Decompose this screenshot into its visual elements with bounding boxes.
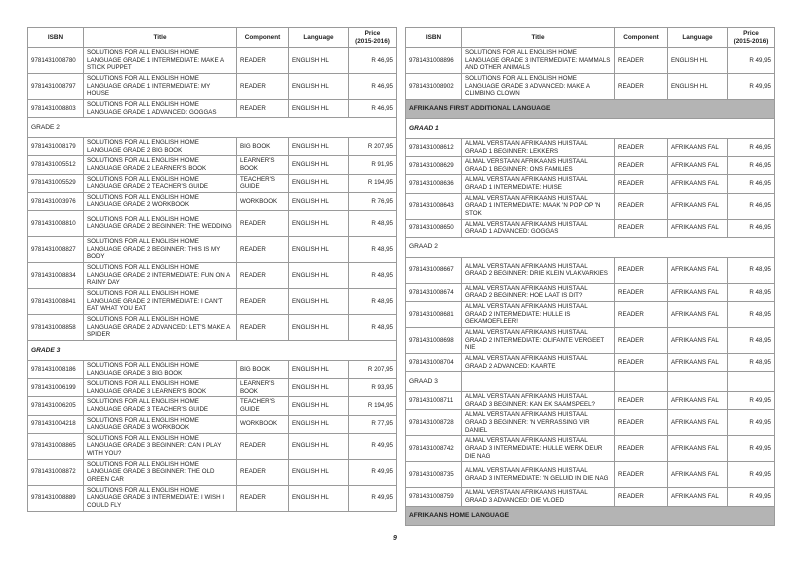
isbn-cell: 9781431008742 (406, 436, 462, 462)
table-row (28, 262, 397, 288)
component-cell: READER (237, 433, 289, 459)
isbn-cell: 9781431008865 (28, 433, 84, 459)
title-cell: ALMAL VERSTAAN AFRIKAANS HUISTAAL GRAAD 1 BEGINNER: ONS FAMILIES (462, 157, 615, 175)
isbn-cell: 9781431008759 (406, 488, 462, 506)
title-cell: ALMAL VERSTAAN AFRIKAANS HUISTAAL GRAAD 2 INTERMEDIATE: HULLE IS GEKAMOEFLEER! (462, 301, 615, 327)
price-cell: R 91,95 (349, 156, 397, 174)
price-cell: R 48,95 (349, 314, 397, 340)
component-cell: READER (237, 288, 289, 314)
price-cell: R 48,95 (728, 257, 775, 283)
component-cell: READER (615, 410, 668, 436)
language-cell: AFRIKAANS FAL (668, 392, 728, 410)
language-cell: AFRIKAANS FAL (668, 219, 728, 237)
component-cell: READER (237, 100, 289, 118)
table-row (28, 314, 397, 340)
title-header: Title (462, 28, 615, 48)
component-cell: READER (615, 74, 668, 100)
table-row (28, 397, 397, 415)
table-row (406, 392, 775, 410)
title-cell: ALMAL VERSTAAN AFRIKAANS HUISTAAL GRAAD 1 ADVANCED: GOGGAS (462, 219, 615, 237)
language-cell: AFRIKAANS FAL (668, 257, 728, 283)
language-cell: AFRIKAANS FAL (668, 193, 728, 219)
title-cell: ALMAL VERSTAAN AFRIKAANS HUISTAAL GRAAD 3 INTERMEDIATE: HULLE WERK DEUR DIE NAG (462, 436, 615, 462)
isbn-cell: 9781431008629 (406, 157, 462, 175)
language-cell: ENGLISH HL (289, 415, 349, 433)
table-row (28, 379, 397, 397)
title-cell: SOLUTIONS FOR ALL ENGLISH HOME LANGUAGE GRADE 3 BEGINNER: CAN I PLAY WITH YOU? (84, 433, 237, 459)
grade-row (406, 237, 775, 257)
language-cell: AFRIKAANS FAL (668, 139, 728, 157)
language-cell: AFRIKAANS FAL (668, 436, 728, 462)
title-cell: SOLUTIONS FOR ALL ENGLISH HOME LANGUAGE GRADE 2 INTERMEDIATE: FUN ON A RAINY DAY (84, 262, 237, 288)
isbn-cell: 9781431008780 (28, 48, 84, 74)
price-cell: R 46,95 (728, 219, 775, 237)
isbn-cell: 9781431006199 (28, 379, 84, 397)
table-row (28, 485, 397, 511)
component-cell: READER (237, 236, 289, 262)
isbn-cell: 9781431008704 (406, 353, 462, 371)
price-cell: R 48,95 (728, 353, 775, 371)
grade-row (406, 372, 775, 392)
language-cell: AFRIKAANS FAL (668, 301, 728, 327)
isbn-cell: 9781431005529 (28, 174, 84, 192)
language-cell: ENGLISH HL (289, 236, 349, 262)
isbn-cell: 9781431008803 (28, 100, 84, 118)
empty-cell (668, 372, 728, 392)
price-cell: R 46,95 (349, 100, 397, 118)
component-cell: READER (615, 219, 668, 237)
price-cell: R 46,95 (728, 193, 775, 219)
isbn-cell: 9781431003976 (28, 192, 84, 210)
price-cell: R 48,95 (728, 301, 775, 327)
table-row (406, 175, 775, 193)
component-cell: READER (237, 210, 289, 236)
price-cell: R 49,95 (349, 459, 397, 485)
price-cell: R 46,95 (728, 157, 775, 175)
table-row (28, 433, 397, 459)
grade-row (28, 118, 397, 138)
title-cell: SOLUTIONS FOR ALL ENGLISH HOME LANGUAGE GRADE 3 ADVANCED: MAKE A CLIMBING CLOWN (462, 74, 615, 100)
table-row (28, 156, 397, 174)
table-row (406, 157, 775, 175)
price-cell: R 48,95 (728, 327, 775, 353)
price-cell: R 48,95 (349, 262, 397, 288)
component-cell: LEARNER'S BOOK (237, 379, 289, 397)
title-cell: SOLUTIONS FOR ALL ENGLISH HOME LANGUAGE GRADE 2 ADVANCED: LET'S MAKE A SPIDER (84, 314, 237, 340)
price-header (349, 28, 397, 48)
section-row (406, 100, 775, 119)
language-cell: ENGLISH HL (289, 262, 349, 288)
language-cell: ENGLISH HL (668, 48, 728, 74)
isbn-cell: 9781431008698 (406, 327, 462, 353)
left-price-table (27, 27, 397, 512)
isbn-cell: 9781431006205 (28, 397, 84, 415)
price-cell: R 48,95 (728, 283, 775, 301)
isbn-cell: 9781431008858 (28, 314, 84, 340)
language-cell: ENGLISH HL (289, 459, 349, 485)
component-cell: READER (237, 74, 289, 100)
component-cell: READER (615, 436, 668, 462)
component-header: Component (237, 28, 289, 48)
component-cell: WORKBOOK (237, 415, 289, 433)
price-header (728, 28, 775, 48)
title-cell: SOLUTIONS FOR ALL ENGLISH HOME LANGUAGE GRADE 2 BEGINNER: THE WEDDING (84, 210, 237, 236)
isbn-cell: 9781431008834 (28, 262, 84, 288)
language-cell: ENGLISH HL (289, 100, 349, 118)
component-cell: READER (237, 314, 289, 340)
component-cell: READER (615, 327, 668, 353)
isbn-cell: 9781431008674 (406, 283, 462, 301)
title-cell: SOLUTIONS FOR ALL ENGLISH HOME LANGUAGE GRADE 1 INTERMEDIATE: MY HOUSE (84, 74, 237, 100)
language-cell: AFRIKAANS FAL (668, 175, 728, 193)
isbn-cell: 9781431008681 (406, 301, 462, 327)
grade-row (28, 340, 397, 360)
title-cell: ALMAL VERSTAAN AFRIKAANS HUISTAAL GRAAD 1 BEGINNER: LEKKERS (462, 139, 615, 157)
title-cell: SOLUTIONS FOR ALL ENGLISH HOME LANGUAGE GRADE 2 BIG BOOK (84, 138, 237, 156)
language-cell: AFRIKAANS FAL (668, 327, 728, 353)
language-header: Language (289, 28, 349, 48)
title-cell: SOLUTIONS FOR ALL ENGLISH HOME LANGUAGE GRADE 3 TEACHER'S GUIDE (84, 397, 237, 415)
table-row (28, 210, 397, 236)
isbn-cell: 9781431008636 (406, 175, 462, 193)
price-header-line2: (2015-2016) (733, 37, 769, 45)
table-row (28, 74, 397, 100)
page-number: 9 (393, 535, 397, 542)
title-header: Title (84, 28, 237, 48)
grade-label: GRAAD 2 (406, 237, 775, 257)
price-cell: R 49,95 (728, 410, 775, 436)
price-cell: R 207,95 (349, 360, 397, 378)
component-cell: READER (615, 257, 668, 283)
title-cell: SOLUTIONS FOR ALL ENGLISH HOME LANGUAGE GRADE 3 BEGINNER: THE OLD GREEN CAR (84, 459, 237, 485)
title-cell: SOLUTIONS FOR ALL ENGLISH HOME LANGUAGE GRADE 3 INTERMEDIATE: MAMMALS AND OTHER ANIMALS (462, 48, 615, 74)
title-cell: SOLUTIONS FOR ALL ENGLISH HOME LANGUAGE GRADE 2 WORKBOOK (84, 192, 237, 210)
price-cell: R 49,95 (728, 392, 775, 410)
component-cell: TEACHER'S GUIDE (237, 174, 289, 192)
header-row (28, 28, 397, 48)
title-cell: SOLUTIONS FOR ALL ENGLISH HOME LANGUAGE GRADE 2 LEARNER'S BOOK (84, 156, 237, 174)
title-cell: ALMAL VERSTAAN AFRIKAANS HUISTAAL GRAAD 3 BEGINNER: 'N VERRASSING VIR DANIEL (462, 410, 615, 436)
title-cell: ALMAL VERSTAAN AFRIKAANS HUISTAAL GRAAD 2 INTERMEDIATE: OLIFANTE VERGEET NIE (462, 327, 615, 353)
right-price-table (405, 27, 775, 526)
grade-row (406, 119, 775, 139)
component-cell: READER (615, 48, 668, 74)
component-cell: BIG BOOK (237, 360, 289, 378)
language-cell: AFRIKAANS FAL (668, 410, 728, 436)
title-cell: ALMAL VERSTAAN AFRIKAANS HUISTAAL GRAAD 2 BEGINNER: HOE LAAT IS DIT? (462, 283, 615, 301)
grade-label: GRAAD 1 (406, 119, 775, 139)
isbn-cell: 9781431008810 (28, 210, 84, 236)
title-cell: SOLUTIONS FOR ALL ENGLISH HOME LANGUAGE GRADE 2 TEACHER'S GUIDE (84, 174, 237, 192)
language-cell: AFRIKAANS FAL (668, 283, 728, 301)
component-cell: READER (615, 283, 668, 301)
isbn-header: ISBN (28, 28, 84, 48)
section-row (406, 506, 775, 525)
price-cell: R 49,95 (728, 48, 775, 74)
price-cell: R 48,95 (349, 210, 397, 236)
component-cell: READER (615, 353, 668, 371)
isbn-cell: 9781431008179 (28, 138, 84, 156)
price-cell: R 93,95 (349, 379, 397, 397)
price-cell: R 49,95 (728, 74, 775, 100)
price-cell: R 49,95 (728, 462, 775, 488)
table-row (406, 139, 775, 157)
component-cell: READER (615, 392, 668, 410)
price-cell: R 194,95 (349, 174, 397, 192)
isbn-cell: 9781431008612 (406, 139, 462, 157)
table-row (406, 327, 775, 353)
component-cell: READER (237, 459, 289, 485)
isbn-cell: 9781431008667 (406, 257, 462, 283)
isbn-cell: 9781431008650 (406, 219, 462, 237)
price-header-line1: Price (364, 29, 381, 37)
language-cell: AFRIKAANS FAL (668, 157, 728, 175)
component-cell: READER (615, 488, 668, 506)
isbn-cell: 9781431008797 (28, 74, 84, 100)
isbn-cell: 9781431008711 (406, 392, 462, 410)
table-row (406, 74, 775, 100)
grade-label: GRADE 2 (28, 118, 397, 138)
language-cell: ENGLISH HL (289, 288, 349, 314)
component-cell: READER (237, 262, 289, 288)
price-cell: R 76,95 (349, 192, 397, 210)
isbn-cell: 9781431008728 (406, 410, 462, 436)
price-cell: R 49,95 (349, 485, 397, 511)
isbn-cell: 9781431008643 (406, 193, 462, 219)
isbn-header: ISBN (406, 28, 462, 48)
isbn-cell: 9781431008841 (28, 288, 84, 314)
component-header: Component (615, 28, 668, 48)
price-cell: R 46,95 (349, 48, 397, 74)
language-cell: ENGLISH HL (289, 174, 349, 192)
language-cell: AFRIKAANS FAL (668, 353, 728, 371)
title-cell: SOLUTIONS FOR ALL ENGLISH HOME LANGUAGE GRADE 3 LEARNER'S BOOK (84, 379, 237, 397)
component-cell: READER (615, 301, 668, 327)
language-cell: ENGLISH HL (289, 48, 349, 74)
empty-cell (615, 372, 668, 392)
price-cell: R 77,95 (349, 415, 397, 433)
isbn-cell: 9781431008735 (406, 462, 462, 488)
language-cell: ENGLISH HL (289, 138, 349, 156)
language-cell: ENGLISH HL (289, 192, 349, 210)
table-row (28, 459, 397, 485)
title-cell: ALMAL VERSTAAN AFRIKAANS HUISTAAL GRAAD 1 INTERMEDIATE: HUISE (462, 175, 615, 193)
component-cell: BIG BOOK (237, 138, 289, 156)
language-cell: ENGLISH HL (289, 379, 349, 397)
table-row (406, 301, 775, 327)
title-cell: ALMAL VERSTAAN AFRIKAANS HUISTAAL GRAAD 2 ADVANCED: KAARTE (462, 353, 615, 371)
isbn-cell: 9781431008902 (406, 74, 462, 100)
table-row (406, 283, 775, 301)
title-cell: ALMAL VERSTAAN AFRIKAANS HUISTAAL GRAAD 3 ADVANCED: DIE VLOED (462, 488, 615, 506)
header-row (406, 28, 775, 48)
price-cell: R 49,95 (728, 488, 775, 506)
price-header-line1: Price (743, 29, 759, 37)
table-row (406, 219, 775, 237)
title-cell: SOLUTIONS FOR ALL ENGLISH HOME LANGUAGE GRADE 3 BIG BOOK (84, 360, 237, 378)
table-row (28, 415, 397, 433)
table-row (28, 360, 397, 378)
title-cell: ALMAL VERSTAAN AFRIKAANS HUISTAAL GRAAD 1 INTERMEDIATE: MAAK 'N POP OP 'N STOK (462, 193, 615, 219)
isbn-cell: 9781431008896 (406, 48, 462, 74)
table-row (406, 257, 775, 283)
table-row (406, 353, 775, 371)
price-cell: R 194,95 (349, 397, 397, 415)
title-cell: SOLUTIONS FOR ALL ENGLISH HOME LANGUAGE GRADE 2 BEGINNER: THIS IS MY BODY (84, 236, 237, 262)
isbn-cell: 9781431004218 (28, 415, 84, 433)
component-cell: READER (237, 48, 289, 74)
component-cell: LEARNER'S BOOK (237, 156, 289, 174)
price-cell: R 207,95 (349, 138, 397, 156)
component-cell: READER (615, 462, 668, 488)
language-header: Language (668, 28, 728, 48)
component-cell: READER (615, 193, 668, 219)
table-row (28, 100, 397, 118)
language-cell: ENGLISH HL (289, 156, 349, 174)
title-cell: ALMAL VERSTAAN AFRIKAANS HUISTAAL GRAAD 2 BEGINNER: DRIE KLEIN VLAKVARKIES (462, 257, 615, 283)
language-cell: ENGLISH HL (289, 360, 349, 378)
price-cell: R 49,95 (728, 436, 775, 462)
table-row (28, 138, 397, 156)
table-row (406, 410, 775, 436)
title-cell: SOLUTIONS FOR ALL ENGLISH HOME LANGUAGE GRADE 3 INTERMEDIATE: I WISH I COULD FLY (84, 485, 237, 511)
isbn-cell: 9781431005512 (28, 156, 84, 174)
table-row (406, 48, 775, 74)
price-header-line2: (2015-2016) (355, 37, 390, 45)
language-cell: ENGLISH HL (289, 433, 349, 459)
price-cell: R 46,95 (349, 74, 397, 100)
table-row (28, 288, 397, 314)
language-cell: ENGLISH HL (668, 74, 728, 100)
component-cell: READER (615, 175, 668, 193)
language-cell: ENGLISH HL (289, 485, 349, 511)
language-cell: ENGLISH HL (289, 74, 349, 100)
price-cell: R 48,95 (349, 288, 397, 314)
component-cell: READER (615, 139, 668, 157)
language-cell: AFRIKAANS FAL (668, 462, 728, 488)
title-cell: SOLUTIONS FOR ALL ENGLISH HOME LANGUAGE GRADE 2 INTERMEDIATE: I CAN'T EAT WHAT YOU EAT (84, 288, 237, 314)
language-cell: ENGLISH HL (289, 210, 349, 236)
isbn-cell: 9781431008872 (28, 459, 84, 485)
section-label: AFRIKAANS FIRST ADDITIONAL LANGUAGE (406, 100, 775, 119)
component-cell: WORKBOOK (237, 192, 289, 210)
title-cell: SOLUTIONS FOR ALL ENGLISH HOME LANGUAGE GRADE 1 INTERMEDIATE: MAKE A STICK PUPPET (84, 48, 237, 74)
isbn-cell: 9781431008889 (28, 485, 84, 511)
price-cell: R 46,95 (728, 139, 775, 157)
price-cell: R 48,95 (349, 236, 397, 262)
isbn-cell: 9781431008186 (28, 360, 84, 378)
table-row (406, 462, 775, 488)
language-cell: ENGLISH HL (289, 314, 349, 340)
table-row (406, 193, 775, 219)
price-cell: R 49,95 (349, 433, 397, 459)
title-cell: SOLUTIONS FOR ALL ENGLISH HOME LANGUAGE GRADE 1 ADVANCED: GOGGAS (84, 100, 237, 118)
isbn-cell: 9781431008827 (28, 236, 84, 262)
price-cell: R 46,95 (728, 175, 775, 193)
empty-cell (462, 372, 615, 392)
table-row (28, 174, 397, 192)
component-cell: TEACHER'S GUIDE (237, 397, 289, 415)
grade-label: GRADE 3 (28, 340, 397, 360)
table-row (28, 48, 397, 74)
table-row (28, 236, 397, 262)
language-cell: ENGLISH HL (289, 397, 349, 415)
title-cell: SOLUTIONS FOR ALL ENGLISH HOME LANGUAGE GRADE 3 WORKBOOK (84, 415, 237, 433)
table-row (406, 436, 775, 462)
grade-label: GRAAD 3 (406, 372, 462, 392)
component-cell: READER (615, 157, 668, 175)
table-row (406, 488, 775, 506)
section-label: AFRIKAANS HOME LANGUAGE (406, 506, 775, 525)
table-row (28, 192, 397, 210)
title-cell: ALMAL VERSTAAN AFRIKAANS HUISTAAL GRAAD 3 INTERMEDIATE: 'N GELUID IN DIE NAG (462, 462, 615, 488)
empty-cell (728, 372, 775, 392)
title-cell: ALMAL VERSTAAN AFRIKAANS HUISTAAL GRAAD 3 BEGINNER: KAN EK SAAMSPEEL? (462, 392, 615, 410)
component-cell: READER (237, 485, 289, 511)
language-cell: AFRIKAANS FAL (668, 488, 728, 506)
